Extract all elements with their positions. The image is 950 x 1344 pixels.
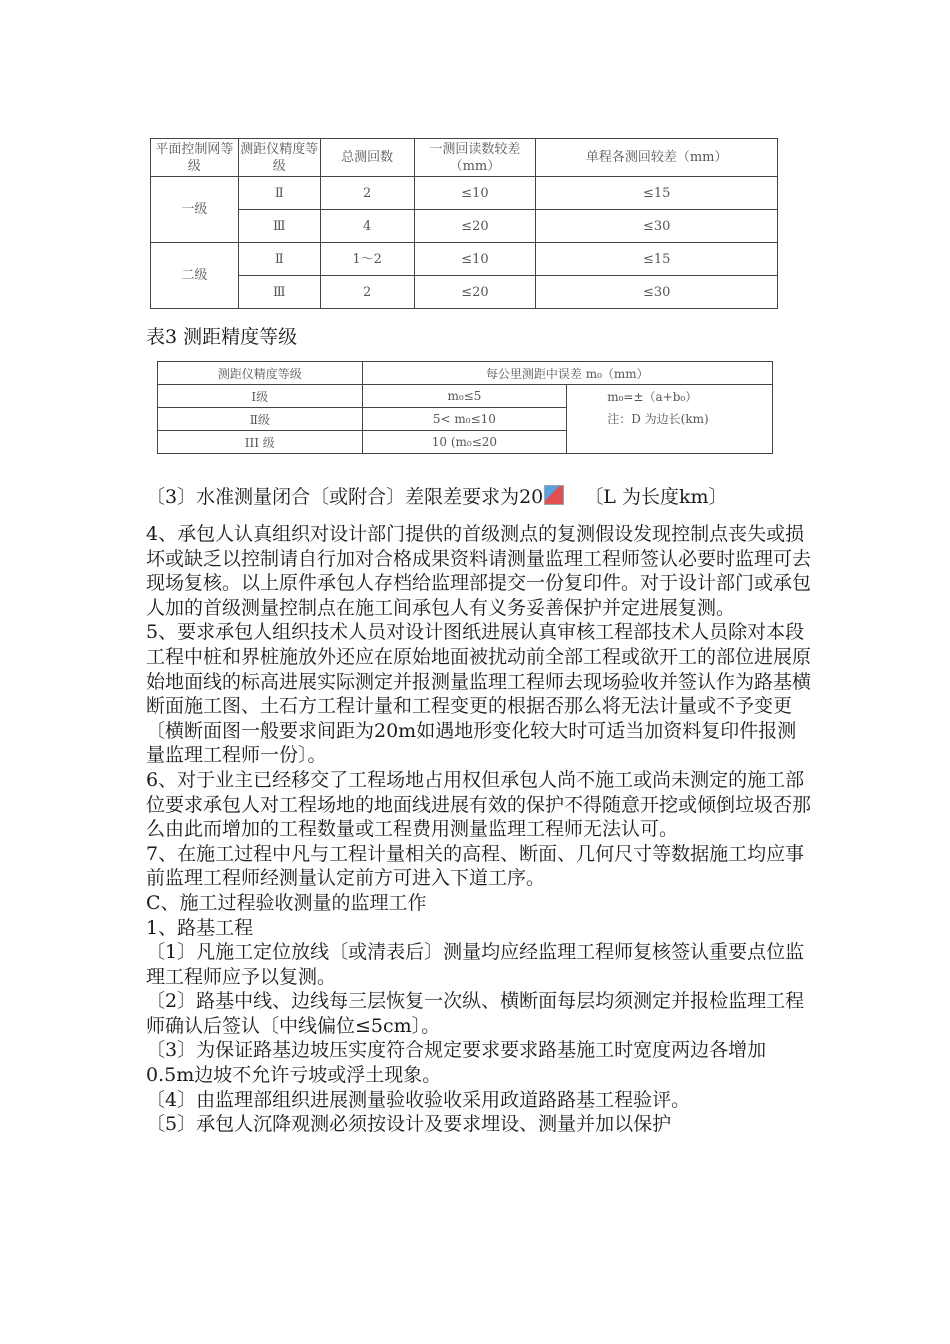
paragraph: 〔5〕承包人沉降观测必须按设计及要求埋设、测量并加以保护 — [146, 1113, 672, 1136]
subsection-heading: 1、路基工程 — [146, 916, 254, 939]
paragraph: 〔3〕为保证路基边坡压实度符合规定要求要求路基施工时宽度两边各增加0.5m边坡不允许亏坡或浮土现象。 — [146, 1039, 767, 1087]
paragraph: 7、在施工过程中凡与工程计量相关的高程、断面、几何尺寸等数据施工均应事前监理工程师经测量认定前方可进入下道工序。 — [146, 842, 805, 890]
table-caption: 表3 测距精度等级 — [146, 326, 298, 348]
paragraph: 5、要求承包人组织技术人员对设计图纸进展认真审核工程部技术人员除对本段工程中桩和界桩施放外还应在原始地面被扰动前全部工程或欲开工的部位进展原始地面线的标高进展实际测定并报测量监理工程师去现场验收并签认作为路基横断面施工图、土石方工程计量和工程变更的根据否那么将无法计量或不予变更〔横断面图一般要求间距为20m如遇地形变化较大时可适当加资料复印件报测量监理工程师一份〕。 — [146, 621, 812, 767]
table-cell: Ⅱ — [238, 177, 320, 210]
table-cell: ≤10 — [414, 177, 536, 210]
table-row — [151, 210, 778, 243]
table-cell: Ⅲ — [238, 276, 320, 309]
table-cell: ≤20 — [414, 276, 536, 309]
table-cell: ≤30 — [536, 276, 778, 309]
grade-cell: 一级 — [151, 177, 239, 243]
note-text: 注：D 为边长(km) — [607, 412, 709, 426]
table-cell: m₀≤5 — [362, 385, 567, 408]
table-cell: ≤10 — [414, 243, 536, 276]
header-cell: 一测回读数较差（mm） — [414, 139, 536, 177]
table-row — [158, 385, 773, 408]
header-cell: 总测回数 — [320, 139, 414, 177]
table-header-row — [151, 139, 778, 177]
table-cell: ≤20 — [414, 210, 536, 243]
table-cell: III 级 — [158, 431, 363, 454]
table-cell: Ⅱ — [238, 243, 320, 276]
paragraph: 4、承包人认真组织对设计部门提供的首级测点的复测假设发现控制点丧失或损坏或缺乏以控制请自行加对合格成果资料请测量监理工程师签认必要时监理可去现场复核。以上原件承包人存档给监理部提交一份复印件。对于设计部门或承包人加的首级测量控制点在施工间承包人有义务妥善保护并定进展复测。 — [146, 523, 812, 619]
table-cell: 2 — [320, 276, 414, 309]
table-row — [151, 276, 778, 309]
formula-note-cell — [567, 385, 773, 454]
closure-limit-text: 〔3〕水准测量闭合〔或附合〕差限差要求为20 — [146, 486, 544, 508]
body-text — [146, 522, 811, 1137]
table-header-row — [158, 362, 773, 385]
broken-image-icon — [544, 485, 564, 505]
table-cell: Ⅰ级 — [158, 385, 363, 408]
table-row — [151, 177, 778, 210]
table-cell: 5< m₀≤10 — [362, 408, 567, 431]
precision-grade-table — [157, 361, 773, 454]
table-cell: ≤15 — [536, 243, 778, 276]
table-cell: Ⅱ级 — [158, 408, 363, 431]
table-cell: 10 (m₀≤20 — [362, 431, 567, 454]
grade-cell: 二级 — [151, 243, 239, 309]
table-cell: Ⅲ — [238, 210, 320, 243]
paragraph: 6、对于业主已经移交了工程场地占用权但承包人尚不施工或尚未测定的施工部位要求承包人对工程场地的地面线进展有效的保护不得随意开挖或倾倒垃圾否那么由此而增加的工程数量或工程费用测量监理工程师无法认可。 — [146, 768, 812, 841]
header-cell: 测距仪精度等级 — [158, 362, 363, 385]
header-cell: 单程各测回较差（mm） — [536, 139, 778, 177]
table-cell: ≤30 — [536, 210, 778, 243]
distance-measurement-table — [150, 138, 778, 309]
header-cell: 测距仪精度等级 — [238, 139, 320, 177]
table-cell: 1～2 — [320, 243, 414, 276]
header-cell: 平面控制网等级 — [151, 139, 239, 177]
table-cell: 4 — [320, 210, 414, 243]
closure-limit-unit: 〔L 为长度km〕 — [584, 486, 728, 508]
table-row — [151, 243, 778, 276]
formula-text: m₀=±（a+b₀） — [607, 390, 698, 404]
paragraph: 〔2〕路基中线、边线每三层恢复一次纵、横断面每层均须测定并报检监理工程师确认后签认〔中线偏位≤5cm〕。 — [146, 990, 805, 1037]
closure-limit-line — [146, 482, 727, 509]
section-heading: C、施工过程验收测量的监理工作 — [146, 891, 427, 914]
paragraph: 〔4〕由监理部组织进展测量验收验收采用政道路路基工程验评。 — [146, 1088, 691, 1111]
paragraph: 〔1〕凡施工定位放线〔或清表后〕测量均应经监理工程师复核签认重要点位监理工程师应予以复测。 — [146, 941, 805, 988]
table-cell: 2 — [320, 177, 414, 210]
table-cell: ≤15 — [536, 177, 778, 210]
header-cell: 每公里测距中误差 m₀（mm） — [362, 362, 772, 385]
